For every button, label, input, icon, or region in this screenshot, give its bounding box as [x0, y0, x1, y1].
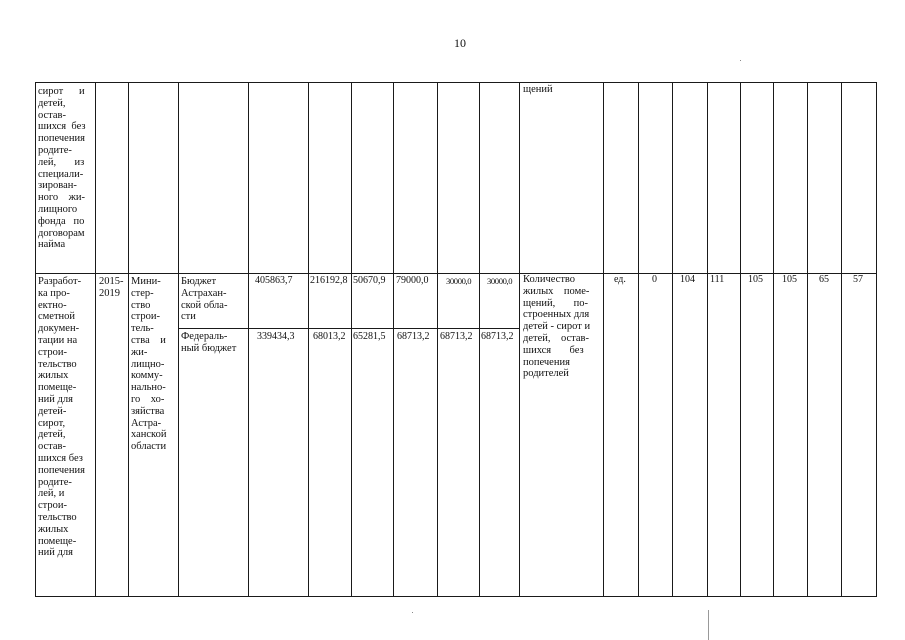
column-divider [393, 82, 394, 596]
amount-federal-2018: 68713,2 [440, 331, 473, 342]
column-divider [740, 82, 741, 596]
column-divider [351, 82, 352, 596]
amount-federal-2016: 65281,5 [353, 331, 386, 342]
amount-federal-2015: 68013,2 [313, 331, 346, 342]
scan-artifact-line [708, 610, 709, 640]
indicator-value-2016: 111 [710, 274, 725, 285]
scan-speck [740, 60, 741, 61]
amount-federal-2017: 68713,2 [397, 331, 430, 342]
amount-regional-2016: 50670,9 [353, 275, 386, 286]
column-divider [519, 82, 520, 596]
table-border-bottom [35, 596, 877, 597]
column-divider [841, 82, 842, 596]
cell-activity-continued: сирот и детей, остав- шихся без попечения родите- лей, из специали- зирован- ного жи- лищного фонда по договорам найма [38, 86, 86, 251]
indicator-value-2015: 104 [680, 274, 695, 285]
cell-funding-source-federal: Федераль- ный бюджет [181, 331, 237, 354]
indicator-value-2018: 105 [782, 274, 797, 285]
amount-regional-2015: 216192,8 [310, 275, 348, 286]
cell-unit: ед. [614, 274, 626, 285]
indicator-value-base: 0 [652, 274, 657, 285]
column-divider [178, 82, 179, 596]
amount-regional-2018: 30000,0 [446, 276, 472, 286]
column-divider [638, 82, 639, 596]
column-divider [773, 82, 774, 596]
funding-row-divider [178, 328, 520, 329]
table-border-top [35, 82, 877, 83]
cell-indicator-name: Количество жилых поме- щений, по- строенных для детей - сирот и детей, остав- шихся без попечения родителей [523, 274, 591, 380]
column-divider [807, 82, 808, 596]
column-divider [479, 82, 480, 596]
column-divider [707, 82, 708, 596]
column-divider [248, 82, 249, 596]
column-divider [437, 82, 438, 596]
indicator-value-2017: 105 [748, 274, 763, 285]
indicator-value-2020: 57 [853, 274, 863, 285]
amount-federal-2019: 68713,2 [481, 331, 514, 342]
table-border-left [35, 82, 36, 596]
cell-period: 2015- 2019 [99, 276, 124, 299]
amount-regional-2017: 79000,0 [396, 275, 429, 286]
amount-regional-2019: 30000,0 [487, 276, 513, 286]
amount-regional-total: 405863,7 [255, 275, 293, 286]
cell-activity: Разработ- ка про- ектно- сметной докумен- тации на строи- тельство жилых помеще- ний для детей- сирот, детей, остав- шихся без попечения родите- лей, и строи- тельство жилых помеще- ний для [38, 276, 85, 559]
column-divider [603, 82, 604, 596]
column-divider [308, 82, 309, 596]
cell-indicator-continued: щений [523, 84, 553, 95]
column-divider [672, 82, 673, 596]
cell-executor: Мини- стер- ство строи- тель- ства и жи- лищно- комму- нально- го хо- зяйства Астра- ханской области [131, 276, 167, 453]
amount-federal-total: 339434,3 [257, 331, 295, 342]
cell-funding-source-regional: Бюджет Астрахан- ской обла- сти [181, 276, 228, 323]
table-border-right [876, 82, 877, 596]
indicator-value-2019: 65 [819, 274, 829, 285]
column-divider [95, 82, 96, 596]
page-number: 10 [454, 36, 466, 50]
scan-speck [412, 612, 413, 613]
column-divider [128, 82, 129, 596]
